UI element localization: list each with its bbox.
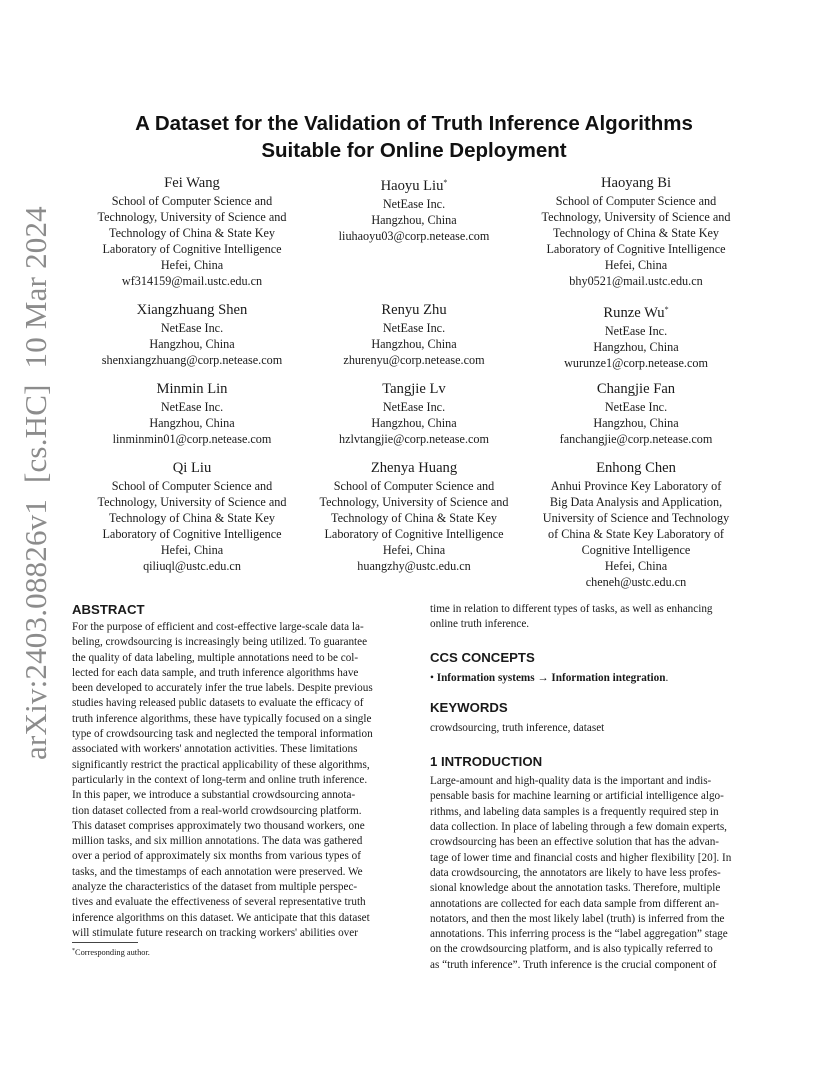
- text-line: pensable basis for machine learning or artificial intelligence algo-: [430, 790, 724, 803]
- text-line: notators, and then the most likely label (truth) is inferred from the: [430, 912, 725, 925]
- author-affiliation: [521, 478, 751, 558]
- text-line: tion dataset collected from a real-world crowdsourcing platform.: [72, 804, 362, 817]
- author-location: Hangzhou, China: [149, 416, 235, 430]
- text-line: truth inference algorithms, these have typically focused on a single: [72, 712, 372, 725]
- author-email: wf314159@mail.ustc.edu.cn: [121, 274, 263, 288]
- text-line: the quality of data labeling, multiple annotations need to be col-: [72, 651, 359, 664]
- text-line: tasks, and the timestamps of each annotation were preserved. We: [72, 865, 363, 878]
- author-location: Hangzhou, China: [371, 213, 457, 227]
- author-name: [299, 380, 529, 398]
- title-line-1: A Dataset for the Validation of Truth Inference Algorithms: [135, 112, 693, 135]
- text-line: time in relation to different types of tasks, as well as enhancing: [430, 603, 713, 615]
- text-line: annotations are collected for each data sample from different an-: [430, 897, 719, 910]
- author-name-text: Changjie Fan: [596, 381, 676, 397]
- author-name-text: Haoyu Liu: [380, 178, 444, 194]
- affiliation-line: Technology of China & State Key: [330, 511, 497, 525]
- affiliation-line: Laboratory of Cognitive Intelligence: [102, 242, 282, 256]
- author-affiliation: [521, 193, 751, 257]
- author-block: [77, 301, 307, 368]
- author-location: Hefei, China: [382, 543, 446, 557]
- text-line: studies having released public datasets to evaluate the efficacy of: [72, 697, 364, 710]
- introduction-heading: 1 INTRODUCTION: [430, 754, 543, 770]
- author-location: Hangzhou, China: [371, 337, 457, 351]
- affiliation-line: of China & State Key Laboratory of: [548, 527, 724, 541]
- corresponding-author-mark: *: [443, 178, 448, 187]
- author-location: Hangzhou, China: [593, 416, 679, 430]
- author-block: [521, 380, 751, 447]
- text-line: rithms, and labeling data samples is a frequently required step in: [430, 805, 719, 818]
- affiliation-line: Anhui Province Key Laboratory of: [550, 479, 722, 493]
- author-affiliation: [521, 399, 751, 415]
- author-name: [299, 301, 529, 319]
- affiliation-line: School of Computer Science and: [111, 194, 273, 208]
- text-line: tage of lower time and financial costs and higher flexibility [20]. In: [430, 851, 732, 864]
- author-block: [77, 174, 307, 289]
- ccs-item-systems: Information systems: [436, 671, 535, 684]
- text-line: inference algorithms on this dataset. We anticipate that this dataset: [72, 911, 370, 924]
- affiliation-line: NetEase Inc.: [160, 321, 224, 335]
- author-name-text: Qi Liu: [172, 460, 212, 476]
- affiliation-line: Laboratory of Cognitive Intelligence: [324, 527, 504, 541]
- text-line: annotations. This inferring process is the “label aggregation” stage: [430, 928, 728, 941]
- text-line: analyze the characteristics of the dataset from multiple perspec-: [72, 881, 358, 894]
- text-line: million tasks, and six million annotations. The data was gathered: [72, 835, 363, 848]
- author-name: [299, 174, 529, 195]
- author-email: wurunze1@corp.netease.com: [564, 356, 708, 370]
- author-name: [521, 301, 751, 322]
- author-block: [77, 380, 307, 447]
- affiliation-line: NetEase Inc.: [604, 324, 668, 338]
- author-location: Hefei, China: [604, 258, 668, 272]
- ccs-concept-item: [430, 671, 760, 686]
- author-block: [521, 174, 751, 289]
- text-line: tives and evaluate the effectiveness of several representative truth: [72, 896, 366, 909]
- author-email: bhy0521@mail.ustc.edu.cn: [569, 274, 703, 288]
- affiliation-line: Technology of China & State Key: [108, 511, 275, 525]
- author-name-text: Tangjie Lv: [382, 381, 446, 397]
- text-line: This dataset comprises approximately two thousand workers, one: [72, 819, 365, 832]
- author-email: cheneh@ustc.edu.cn: [585, 575, 687, 589]
- abstract-continuation: [430, 602, 760, 633]
- author-block: [521, 459, 751, 590]
- text-line: In this paper, we introduce a substantial crowdsourcing annota-: [72, 789, 356, 802]
- author-name-text: Fei Wang: [164, 175, 220, 191]
- affiliation-line: Technology of China & State Key: [108, 226, 275, 240]
- author-block: [521, 301, 751, 371]
- author-name-text: Xiangzhuang Shen: [136, 302, 248, 318]
- title-line-2: Suitable for Online Deployment: [261, 139, 567, 162]
- text-line: online truth inference.: [430, 618, 530, 631]
- author-name-text: Zhenya Huang: [370, 460, 458, 476]
- author-email: linminmin01@corp.netease.com: [112, 432, 272, 446]
- affiliation-line: Technology, University of Science and: [97, 495, 287, 509]
- author-email: hzlvtangjie@corp.netease.com: [339, 432, 489, 446]
- author-block: [77, 459, 307, 574]
- author-name: [77, 301, 307, 319]
- author-name: [77, 459, 307, 477]
- text-line: crowdsourcing has been an effective solution that has the advan-: [430, 836, 720, 849]
- affiliation-line: Laboratory of Cognitive Intelligence: [546, 242, 726, 256]
- text-line: type of crowdsourcing task and neglected the temporal information: [72, 728, 373, 741]
- author-affiliation: [77, 478, 307, 542]
- author-name-text: Renyu Zhu: [381, 302, 447, 318]
- author-location: Hefei, China: [160, 258, 224, 272]
- footnote: [72, 948, 150, 957]
- ccs-bullet: •: [430, 671, 434, 684]
- text-line: sional knowledge about the annotation tasks. Therefore, multiple: [430, 882, 721, 895]
- author-name-text: Enhong Chen: [596, 460, 676, 476]
- author-name: [521, 459, 751, 477]
- ccs-heading: CCS CONCEPTS: [430, 649, 535, 665]
- author-affiliation: [521, 323, 751, 339]
- keywords-text: crowdsourcing, truth inference, dataset: [430, 721, 605, 734]
- keywords-heading: KEYWORDS: [430, 699, 508, 715]
- text-line: data collection. In place of labeling through a few domain experts,: [430, 821, 727, 834]
- text-line: Large-amount and high-quality data is the important and indis-: [430, 775, 712, 788]
- introduction-body: [430, 774, 760, 973]
- abstract-section: [72, 601, 402, 941]
- affiliation-line: University of Science and Technology: [542, 511, 730, 525]
- affiliation-line: NetEase Inc.: [604, 400, 668, 414]
- author-name-text: Haoyang Bi: [600, 175, 672, 191]
- author-affiliation: [299, 196, 529, 212]
- author-email: qiliuql@ustc.edu.cn: [143, 559, 241, 573]
- text-line: over a period of approximately six months from various types of: [72, 850, 361, 863]
- author-email: zhurenyu@corp.netease.com: [343, 353, 485, 367]
- affiliation-line: Technology, University of Science and: [97, 210, 287, 224]
- affiliation-line: Technology of China & State Key: [552, 226, 719, 240]
- text-line: particularly in the context of long-term and online truth inference.: [72, 773, 368, 786]
- ccs-item-integration: Information integration: [551, 671, 666, 684]
- affiliation-line: School of Computer Science and: [555, 194, 717, 208]
- author-name: [299, 459, 529, 477]
- affiliation-line: Laboratory of Cognitive Intelligence: [102, 527, 282, 541]
- arxiv-identifier-stamp: arXiv:2403.08826v1 [cs.HC] 10 Mar 2024: [18, 206, 53, 760]
- author-email: shenxiangzhuang@corp.netease.com: [101, 353, 283, 367]
- author-name: [77, 174, 307, 192]
- author-name-text: Runze Wu: [603, 305, 665, 321]
- text-line: been developed to accurately infer the true labels. Despite previous: [72, 682, 373, 695]
- author-affiliation: [77, 399, 307, 415]
- author-affiliation: [299, 399, 529, 415]
- author-location: Hefei, China: [604, 559, 668, 573]
- author-block: [299, 380, 529, 447]
- text-line: on the crowdsourcing platform, and is also typically referred to: [430, 943, 713, 956]
- author-affiliation: [77, 193, 307, 257]
- author-name-text: Minmin Lin: [156, 381, 228, 397]
- author-location: Hangzhou, China: [593, 340, 679, 354]
- ccs-arrow: →: [537, 671, 549, 684]
- author-name: [521, 174, 751, 192]
- text-line: beling, crowdsourcing is increasingly being utilized. To guarantee: [72, 636, 368, 649]
- paper-title: [60, 110, 768, 164]
- author-location: Hangzhou, China: [371, 416, 457, 430]
- text-line: For the purpose of efficient and cost-effective large-scale data la-: [72, 621, 364, 633]
- footnote-mark: *: [72, 948, 75, 954]
- affiliation-line: Technology, University of Science and: [319, 495, 509, 509]
- author-name: [521, 380, 751, 398]
- text-line: will stimulate future research on tracking workers' abilities over: [72, 926, 358, 939]
- text-line: data crowdsourcing, the annotators are likely to have less profes-: [430, 866, 721, 879]
- right-column: [430, 602, 760, 973]
- text-line: lected for each data sample, and truth inference algorithms have: [72, 666, 359, 679]
- affiliation-line: NetEase Inc.: [382, 321, 446, 335]
- author-name: [77, 380, 307, 398]
- affiliation-line: Big Data Analysis and Application,: [549, 495, 723, 509]
- footnote-text: Corresponding author.: [75, 948, 150, 957]
- author-affiliation: [299, 478, 529, 542]
- ccs-end: .: [665, 671, 669, 684]
- affiliation-line: Technology, University of Science and: [541, 210, 731, 224]
- affiliation-line: Cognitive Intelligence: [581, 543, 691, 557]
- footnote-rule: [72, 942, 138, 943]
- author-location: Hefei, China: [160, 543, 224, 557]
- author-email: huangzhy@ustc.edu.cn: [357, 559, 471, 573]
- affiliation-line: School of Computer Science and: [111, 479, 273, 493]
- author-affiliation: [299, 320, 529, 336]
- corresponding-author-mark: *: [664, 305, 669, 314]
- text-line: associated with workers' annotation activities. These limitations: [72, 743, 358, 756]
- author-block: [299, 301, 529, 368]
- author-affiliation: [77, 320, 307, 336]
- abstract-body: [72, 620, 402, 941]
- text-line: as “truth inference”. Truth inference is the crucial component of: [430, 958, 717, 971]
- affiliation-line: NetEase Inc.: [382, 400, 446, 414]
- text-line: significantly restrict the practical applicability of these algorithms,: [72, 758, 370, 771]
- author-email: fanchangjie@corp.netease.com: [559, 432, 713, 446]
- affiliation-line: School of Computer Science and: [333, 479, 495, 493]
- affiliation-line: NetEase Inc.: [382, 197, 446, 211]
- affiliation-line: NetEase Inc.: [160, 400, 224, 414]
- author-email: liuhaoyu03@corp.netease.com: [338, 229, 490, 243]
- author-block: [299, 459, 529, 574]
- author-block: [299, 174, 529, 244]
- author-location: Hangzhou, China: [149, 337, 235, 351]
- abstract-heading: ABSTRACT: [72, 602, 145, 617]
